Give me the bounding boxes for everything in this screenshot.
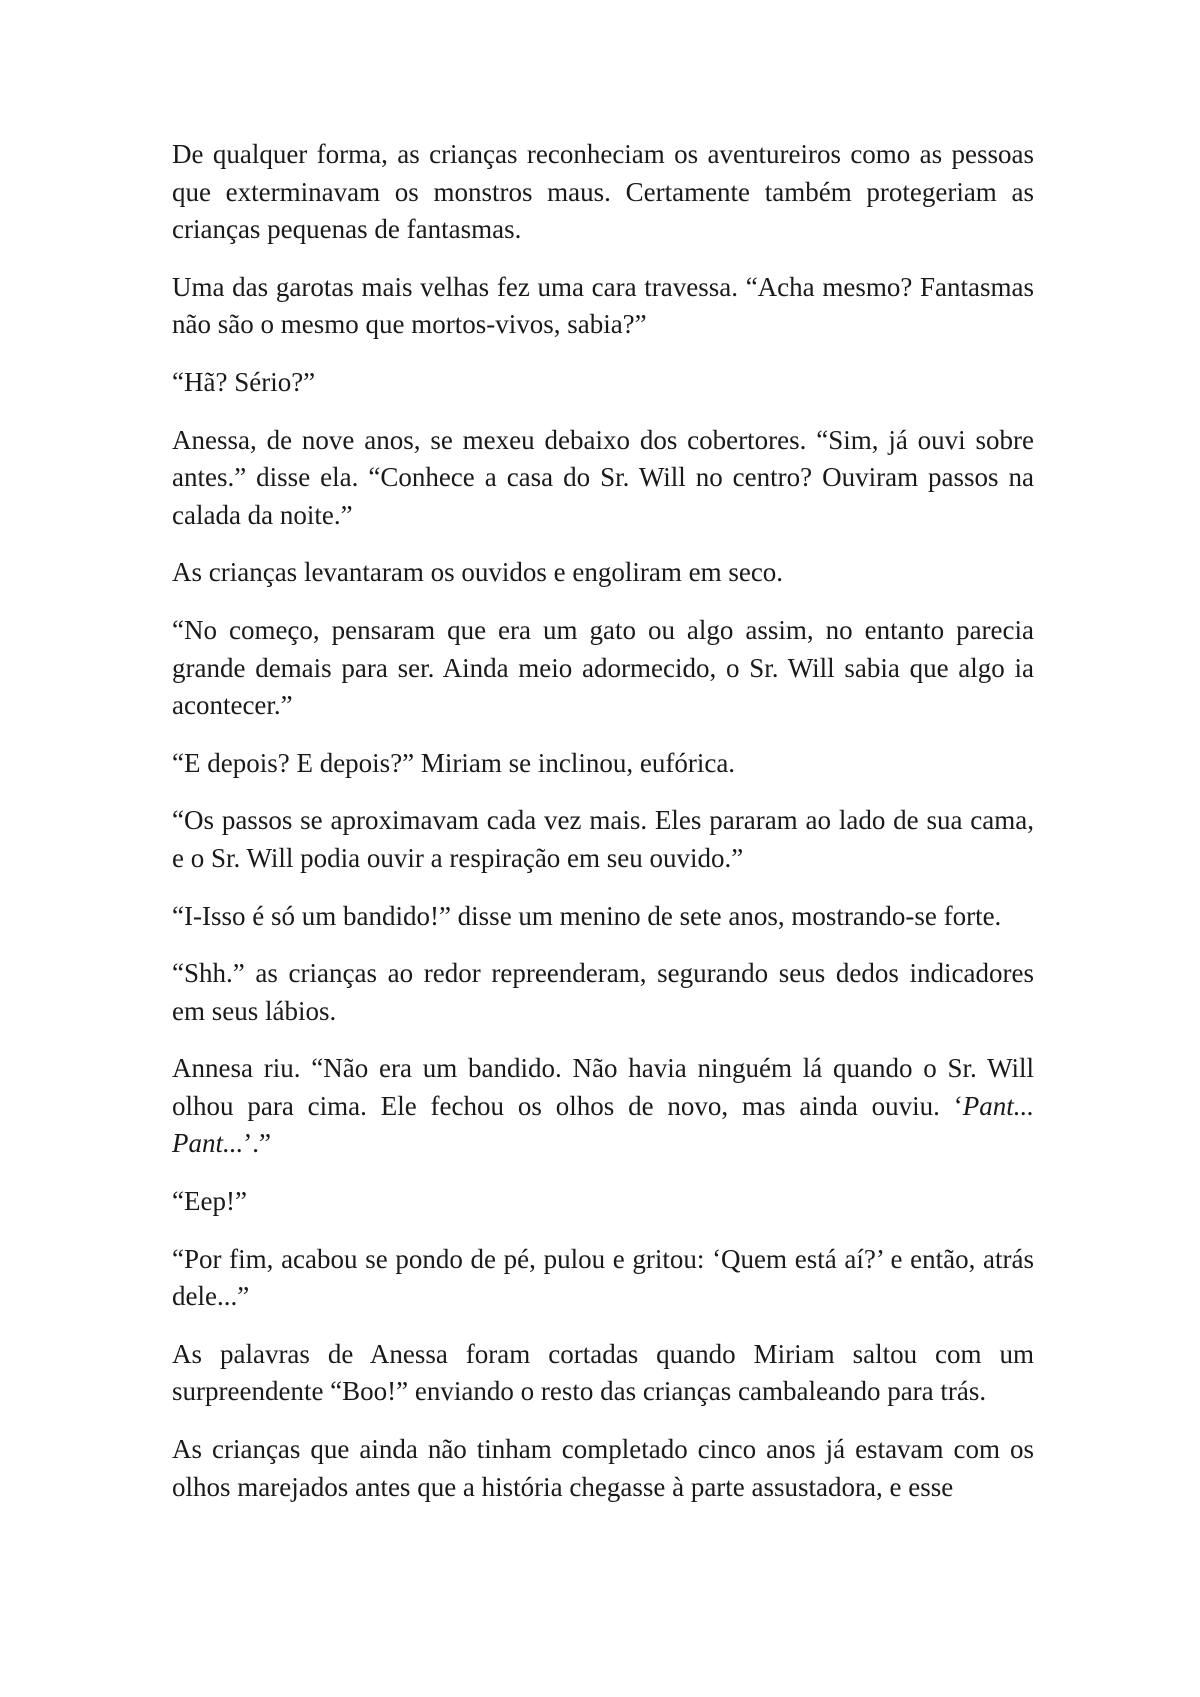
paragraph: De qualquer forma, as crianças reconheciam os aventureiros como as pessoas que exterminavam os monstros maus. Certamente também protegeriam as crianças pequenas de fantasmas. xyxy=(172,139,1034,245)
paragraph-with-italic xyxy=(172,1050,1034,1163)
paragraph: “Shh.” as crianças ao redor repreenderam, segurando seus dedos indicadores em seus lábios. xyxy=(172,958,1034,1026)
document-page xyxy=(172,136,1034,1506)
paragraph: As crianças que ainda não tinham completado cinco anos já estavam com os olhos marejados antes que a história chegasse à parte assustadora, e esse xyxy=(172,1434,1034,1502)
paragraph: Anessa, de nove anos, se mexeu debaixo dos cobertores. “Sim, já ouvi sobre antes.” disse ela. “Conhece a casa do Sr. Will no centro? Ouviram passos na calada da noite.” xyxy=(172,424,1034,530)
paragraph-text-before: Annesa riu. “Não era um bandido. Não havia ninguém lá quando o Sr. Will olhou para cima. Ele fechou os olhos de novo, mas ainda ouviu. ‘ xyxy=(172,1053,1034,1121)
paragraph-text-after: ’.” xyxy=(243,1128,271,1159)
paragraph: As palavras de Anessa foram cortadas quando Miriam saltou com um surpreendente “Boo!” enviando o resto das crianças cambaleando para trás. xyxy=(172,1338,1034,1407)
paragraph: “Os passos se aproximavam cada vez mais. Eles pararam ao lado de sua cama, e o Sr. Will podia ouvir a respiração em seu ouvido.” xyxy=(172,805,1034,873)
paragraph: As crianças levantaram os ouvidos e engoliram em seco. xyxy=(172,557,784,588)
paragraph: “Hã? Sério?” xyxy=(172,366,316,397)
italic-sound-effect: Pant... Pant... xyxy=(172,1090,1034,1159)
paragraph: “No começo, pensaram que era um gato ou algo assim, no entanto parecia grande demais para ser. Ainda meio adormecido, o Sr. Will sabia que algo ia acontecer.” xyxy=(172,614,1034,721)
paragraph: Uma das garotas mais velhas fez uma cara travessa. “Acha mesmo? Fantasmas não são o mesmo que mortos-vivos, sabia?” xyxy=(172,271,1034,340)
paragraph: “Por fim, acabou se pondo de pé, pulou e gritou: ‘Quem está aí?’ e então, atrás dele...” xyxy=(172,1243,1034,1312)
paragraph: “I-Isso é só um bandido!” disse um menino de sete anos, mostrando-se forte. xyxy=(172,900,1002,931)
paragraph: “E depois? E depois?” Miriam se inclinou, eufórica. xyxy=(172,747,736,778)
paragraph: “Eep!” xyxy=(172,1186,247,1217)
